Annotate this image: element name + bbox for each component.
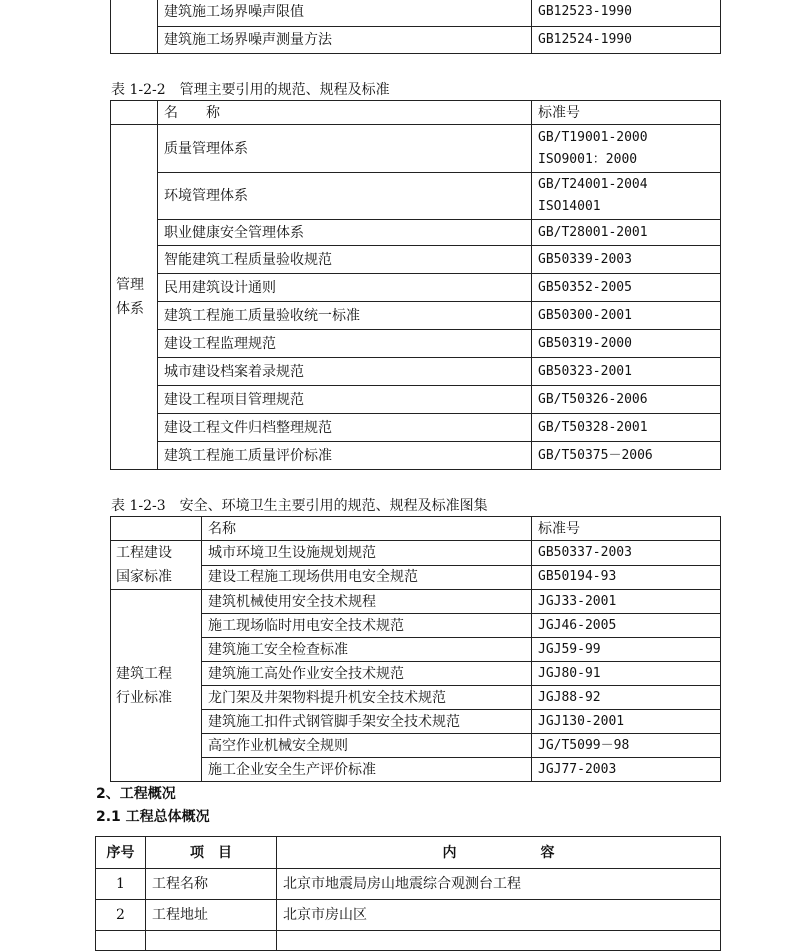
- table-1-2-3: [110, 516, 721, 782]
- standard-name: 质量管理体系: [158, 125, 532, 173]
- standard-code: GB50319-2000: [532, 330, 721, 358]
- standard-name: 建筑工程施工质量评价标准: [158, 442, 532, 470]
- standard-name: 施工企业安全生产评价标准: [202, 758, 532, 782]
- standard-name: 环境管理体系: [158, 173, 532, 220]
- standard-code: GB/T19001-2000 ISO9001：2000: [532, 125, 721, 173]
- column-header-item: 项 目: [146, 837, 277, 869]
- standard-code: JGJ77-2003: [532, 758, 721, 782]
- table-header-row: [111, 101, 721, 125]
- standard-code: GB50339-2003: [532, 246, 721, 274]
- table-row: [111, 590, 721, 614]
- table-row: [96, 869, 721, 900]
- row-content: [277, 931, 721, 951]
- column-header-name: 名 称: [158, 101, 532, 125]
- group-label-national-standard: 工程建设 国家标准: [111, 541, 202, 590]
- row-number: [96, 931, 146, 951]
- section-title: 2、工程概况: [96, 786, 176, 802]
- standard-code: GB/T24001-2004 ISO14001: [532, 173, 721, 220]
- column-header-no: 序号: [96, 837, 146, 869]
- table-header-row: [96, 837, 721, 869]
- table-row: [96, 931, 721, 951]
- table-row: [111, 414, 721, 442]
- standard-name: 建设工程施工现场供用电安全规范: [202, 565, 532, 590]
- column-header-code: 标准号: [532, 517, 721, 541]
- standard-name: 职业健康安全管理体系: [158, 220, 532, 246]
- table-row: [111, 358, 721, 386]
- row-item: [146, 931, 277, 951]
- standard-code: GB50194-93: [532, 565, 721, 590]
- table-row: [111, 638, 721, 662]
- standard-code: GB12524-1990: [532, 26, 721, 53]
- column-header-content: 内 容: [277, 837, 721, 869]
- standard-name: 智能建筑工程质量验收规范: [158, 246, 532, 274]
- section-subtitle: 2.1 工程总体概况: [96, 809, 210, 825]
- standard-name: 建筑施工高处作业安全技术规范: [202, 662, 532, 686]
- group-cell: [111, 0, 158, 53]
- table-row: [111, 758, 721, 782]
- row-content: 北京市地震局房山地震综合观测台工程: [277, 869, 721, 900]
- standard-name: 建筑施工场界噪声测量方法: [158, 26, 532, 53]
- standard-name: 建筑施工安全检查标准: [202, 638, 532, 662]
- table-row: [111, 442, 721, 470]
- table-row: [111, 330, 721, 358]
- standard-name: 城市环境卫生设施规划规范: [202, 541, 532, 566]
- table-row: [111, 386, 721, 414]
- table-row: [96, 900, 721, 931]
- standard-code: GB/T50326-2006: [532, 386, 721, 414]
- standard-name: 建筑施工扣件式钢管脚手架安全技术规范: [202, 710, 532, 734]
- group-label-industry-standard: 建筑工程 行业标准: [111, 590, 202, 782]
- standard-name: 高空作业机械安全规则: [202, 734, 532, 758]
- standard-code: GB/T50375－2006: [532, 442, 721, 470]
- table-row: [111, 565, 721, 590]
- table-row: [111, 246, 721, 274]
- table-row: [111, 274, 721, 302]
- standard-code: JGJ59-99: [532, 638, 721, 662]
- standard-name: 龙门架及井架物料提升机安全技术规范: [202, 686, 532, 710]
- standard-name: 施工现场临时用电安全技术规范: [202, 614, 532, 638]
- standard-code: JGJ33-2001: [532, 590, 721, 614]
- standard-name: 建设工程项目管理规范: [158, 386, 532, 414]
- standard-code: JGJ46-2005: [532, 614, 721, 638]
- standard-name: 建设工程监理规范: [158, 330, 532, 358]
- standard-name: 民用建筑设计通则: [158, 274, 532, 302]
- overview-table: [95, 836, 721, 951]
- group-label-management-system: 管理 体系: [111, 125, 158, 470]
- standard-code: JGJ80-91: [532, 662, 721, 686]
- table-row: [111, 0, 721, 26]
- standard-name: 建筑机械使用安全技术规程: [202, 590, 532, 614]
- standard-code: GB50337-2003: [532, 541, 721, 566]
- group-header-cell: [111, 517, 202, 541]
- standard-code: GB50300-2001: [532, 302, 721, 330]
- table-row: [111, 734, 721, 758]
- standard-code: GB50323-2001: [532, 358, 721, 386]
- standard-code: JGJ130-2001: [532, 710, 721, 734]
- standard-code: GB/T50328-2001: [532, 414, 721, 442]
- table-row: [111, 686, 721, 710]
- row-number: 2: [96, 900, 146, 931]
- table-row: [111, 302, 721, 330]
- row-item: 工程名称: [146, 869, 277, 900]
- table-row: [111, 125, 721, 173]
- standard-name: 城市建设档案着录规范: [158, 358, 532, 386]
- table-row: [111, 662, 721, 686]
- row-number: 1: [96, 869, 146, 900]
- table-row: [111, 173, 721, 220]
- standard-code: JGJ88-92: [532, 686, 721, 710]
- table-caption-1-2-3: 表 1-2-3 安全、环境卫生主要引用的规范、规程及标准图集: [111, 498, 488, 514]
- standard-name: 建筑工程施工质量验收统一标准: [158, 302, 532, 330]
- row-item: 工程地址: [146, 900, 277, 931]
- standard-code: GB12523-1990: [532, 0, 721, 26]
- column-header-name: 名称: [202, 517, 532, 541]
- standard-name: 建设工程文件归档整理规范: [158, 414, 532, 442]
- standard-code: GB/T28001-2001: [532, 220, 721, 246]
- group-header-cell: [111, 101, 158, 125]
- previous-table-fragment: [110, 0, 721, 54]
- row-content: 北京市房山区: [277, 900, 721, 931]
- table-header-row: [111, 517, 721, 541]
- table-1-2-2: [110, 100, 721, 470]
- table-caption-1-2-2: 表 1-2-2 管理主要引用的规范、规程及标准: [111, 82, 390, 98]
- table-row: [111, 220, 721, 246]
- standard-code: GB50352-2005: [532, 274, 721, 302]
- table-row: [111, 614, 721, 638]
- table-row: [111, 26, 721, 53]
- column-header-code: 标准号: [532, 101, 721, 125]
- table-row: [111, 710, 721, 734]
- standard-code: JG/T5099－98: [532, 734, 721, 758]
- table-row: [111, 541, 721, 566]
- standard-name: 建筑施工场界噪声限值: [158, 0, 532, 26]
